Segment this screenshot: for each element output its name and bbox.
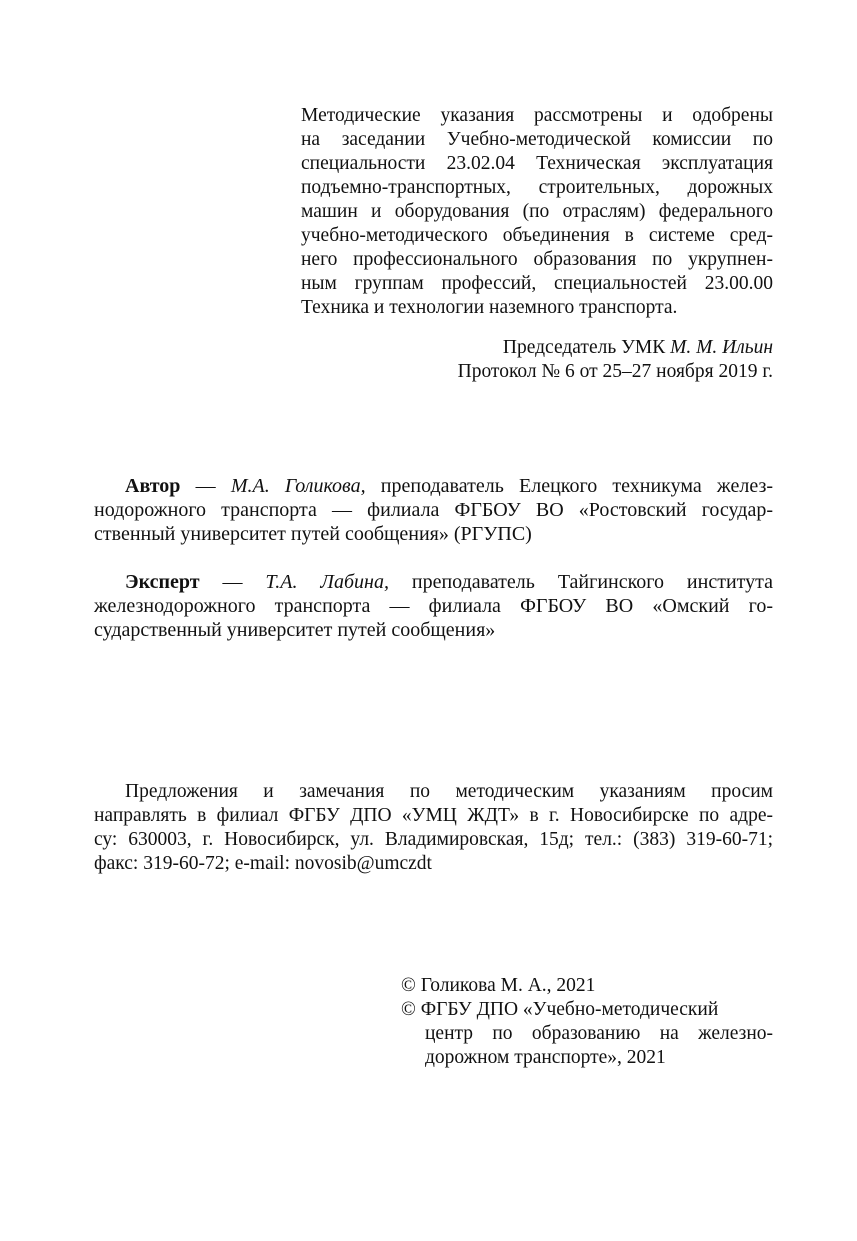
expert-line — [125, 570, 773, 594]
copyright-line: дорожном транспорте», 2021 — [425, 1047, 666, 1068]
approval-line: на заседании Учебно-методической комиссии по — [301, 129, 773, 150]
expert-dash: — — [199, 571, 266, 593]
approval-line: подъемно-транспортных, строительных, дорожных — [301, 177, 773, 198]
expert-line: сударственный университет путей сообщения» — [94, 619, 496, 641]
approval-line: него профессионального образования по укрупнен- — [301, 249, 773, 270]
approval-line: Техника и технологии наземного транспорта. — [301, 297, 678, 318]
feedback-line: су: 630003, г. Новосибирск, ул. Владимировская, 15д; тел.: (383) 319-60-71; — [94, 829, 773, 850]
chair-name: М. М. Ильин — [670, 337, 773, 358]
approval-line: Методические указания рассмотрены и одобрены — [301, 105, 773, 126]
approval-line: машин и оборудования (по отраслям) федерального — [301, 201, 773, 222]
feedback-line: направлять в филиал ФГБУ ДПО «УМЦ ЖДТ» в г. Новосибирске по адре- — [94, 805, 773, 826]
approval-line: учебно-методического объединения в системе сред- — [301, 225, 773, 246]
author-name: М.А. Голикова, — [230, 475, 366, 497]
expert-role: Эксперт — [125, 571, 200, 593]
expert-name: Т.А. Лабина, — [265, 571, 389, 593]
chair-label: Председатель УМК — [502, 337, 666, 358]
approval-line: специальности 23.02.04 Техническая эксплуатация — [301, 153, 773, 174]
commission-chair — [503, 336, 773, 360]
author-dash: — — [180, 475, 231, 497]
copyright-line: © ФГБУ ДПО «Учебно-методический — [401, 999, 719, 1020]
author-role: Автор — [125, 475, 181, 497]
feedback-line: факс: 319-60-72; e-mail: novosib@umczdt — [94, 853, 432, 874]
protocol-line: Протокол № 6 от 25–27 ноября 2019 г. — [457, 361, 773, 382]
copyright-line: центр по образованию на железно- — [425, 1023, 773, 1044]
expert-position: преподаватель Тайгинского института — [388, 571, 774, 593]
copyright-line: © Голикова М. А., 2021 — [401, 975, 596, 996]
author-line: ственный университет путей сообщения» (РГУПС) — [94, 523, 532, 545]
approval-line: ным группам профессий, специальностей 23.00.00 — [301, 273, 773, 294]
author-line: нодорожного транспорта — филиала ФГБОУ ВО «Ростовский государ- — [94, 499, 773, 521]
author-line — [125, 474, 773, 498]
expert-line: железнодорожного транспорта — филиала ФГБОУ ВО «Омский го- — [94, 595, 773, 617]
feedback-line: Предложения и замечания по методическим указаниям просим — [125, 781, 773, 802]
author-position: преподаватель Елецкого техникума желез- — [365, 475, 773, 497]
